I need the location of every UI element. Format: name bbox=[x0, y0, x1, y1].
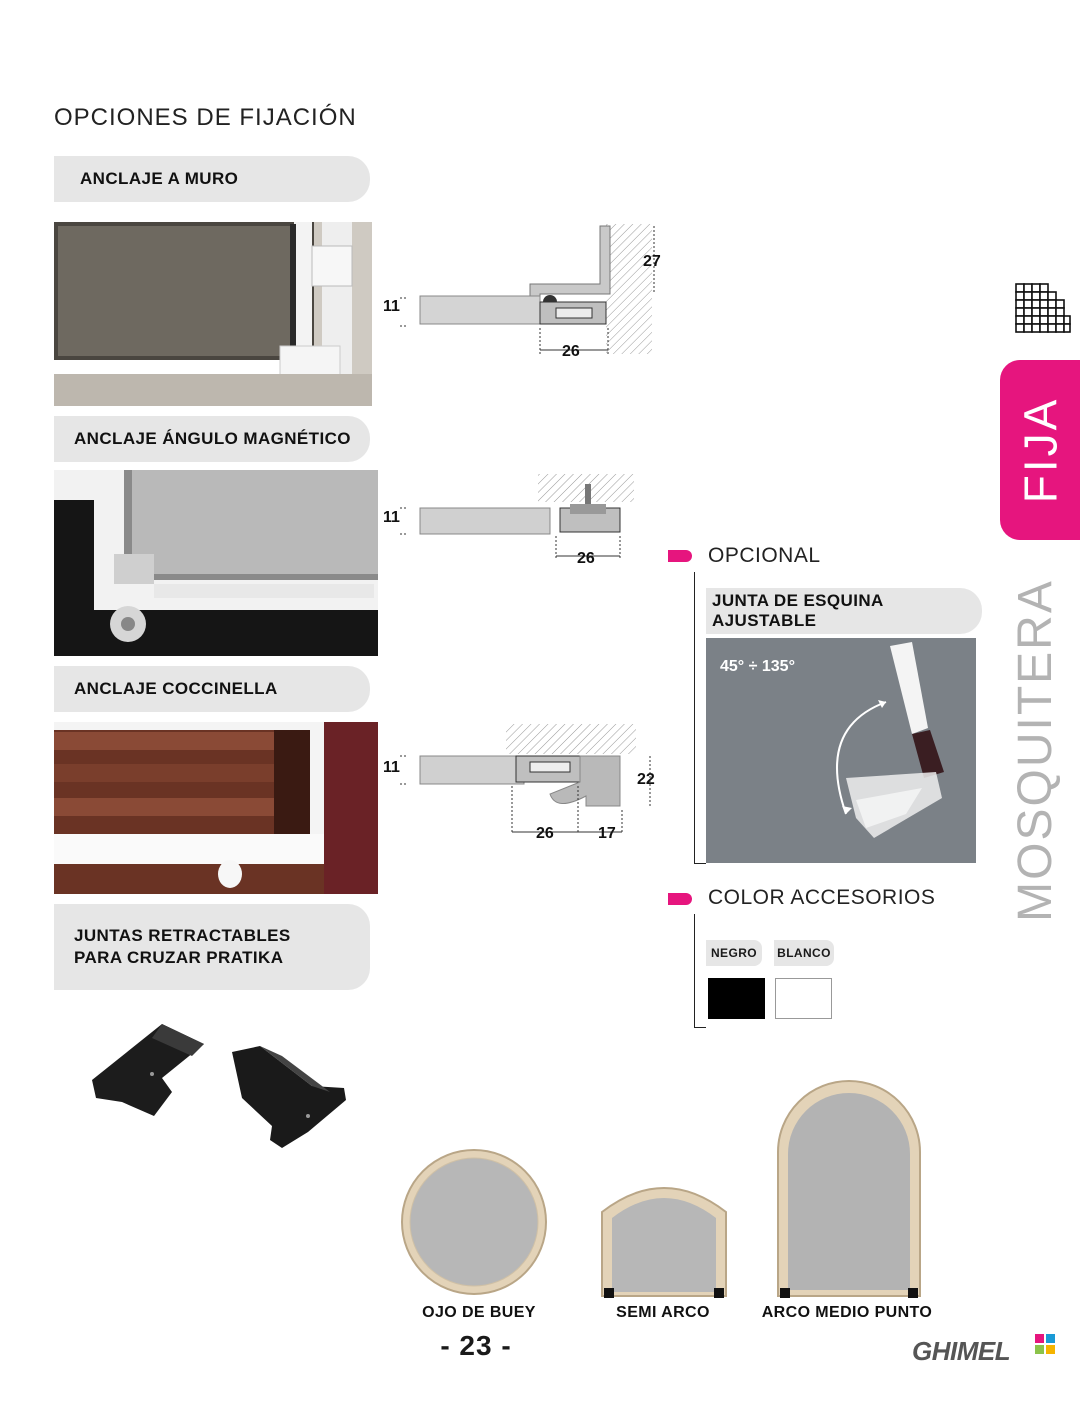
anchor-coccinella-diagram bbox=[380, 722, 670, 846]
opcional-heading: OPCIONAL bbox=[708, 544, 821, 567]
coccinella-dim-height: 11 bbox=[383, 759, 400, 776]
shape-label-arco-medio-punto: ARCO MEDIO PUNTO bbox=[761, 1304, 933, 1321]
opcional-angle: 45° ÷ 135° bbox=[720, 658, 795, 675]
mesh-icon bbox=[1014, 278, 1072, 341]
anchor-muro-label: ANCLAJE A MURO bbox=[54, 156, 370, 202]
anchor-juntas-label bbox=[54, 904, 370, 990]
anchor-coccinella-label: ANCLAJE COCCINELLA bbox=[54, 666, 370, 712]
section-title: OPCIONES DE FIJACIÓN bbox=[54, 104, 357, 131]
juntas-line2: PARA CRUZAR PRATIKA bbox=[74, 948, 284, 967]
magnetico-dim-width: 26 bbox=[577, 550, 595, 567]
accesorios-bullet bbox=[668, 893, 692, 905]
shape-label-semi-arco: SEMI ARCO bbox=[616, 1304, 710, 1321]
accesorios-line bbox=[694, 914, 695, 1028]
muro-dim-width: 26 bbox=[562, 343, 580, 360]
color-label-blanco: BLANCO bbox=[774, 940, 834, 966]
anchor-magnetico-label: ANCLAJE ÁNGULO MAGNÉTICO bbox=[54, 416, 370, 462]
muro-dim-depth: 27 bbox=[643, 253, 661, 270]
brand-logo-icon bbox=[1034, 1333, 1056, 1360]
opcional-item-label bbox=[706, 588, 982, 634]
category-label-wrap bbox=[980, 560, 1080, 940]
anchor-magnetico-photo bbox=[54, 470, 378, 656]
color-swatch-blanco bbox=[775, 978, 832, 1019]
color-swatch-negro bbox=[708, 978, 765, 1019]
opcional-line-foot bbox=[694, 863, 706, 864]
coccinella-dim-width: 26 bbox=[536, 825, 554, 842]
brand-logo: GHIMEL bbox=[912, 1336, 1011, 1366]
opcional-item-line1: JUNTA DE ESQUINA bbox=[712, 591, 884, 610]
category-label: MOSQUITERA bbox=[1008, 578, 1062, 922]
fija-tab-label-wrap bbox=[1000, 360, 1080, 540]
anchor-magnetico-diagram bbox=[380, 472, 640, 568]
anchor-muro-diagram bbox=[380, 222, 680, 362]
magnetico-dim-height: 11 bbox=[383, 509, 400, 526]
coccinella-dim-width2: 17 bbox=[598, 825, 616, 842]
anchor-muro-photo bbox=[54, 222, 372, 406]
fija-tab-label: FIJA bbox=[1014, 396, 1066, 504]
color-label-negro: NEGRO bbox=[706, 940, 762, 966]
accesorios-line-foot bbox=[694, 1027, 706, 1028]
shape-label-ojo-de-buey: OJO DE BUEY bbox=[422, 1304, 536, 1321]
opcional-item-line2: AJUSTABLE bbox=[712, 611, 817, 630]
opcional-line bbox=[694, 572, 695, 864]
opcional-bullet bbox=[668, 550, 692, 562]
shape-ojo-de-buey bbox=[398, 1146, 550, 1298]
shape-arco-medio-punto bbox=[774, 1078, 924, 1300]
muro-dim-height: 11 bbox=[383, 298, 400, 315]
juntas-photo bbox=[82, 1016, 362, 1156]
accesorios-heading: COLOR ACCESORIOS bbox=[708, 886, 936, 909]
juntas-line1: JUNTAS RETRACTABLES bbox=[74, 926, 291, 945]
shape-semi-arco bbox=[598, 1172, 730, 1300]
anchor-coccinella-photo bbox=[54, 722, 378, 894]
page-number: - 23 - bbox=[440, 1330, 512, 1361]
coccinella-dim-depth: 22 bbox=[637, 771, 655, 788]
